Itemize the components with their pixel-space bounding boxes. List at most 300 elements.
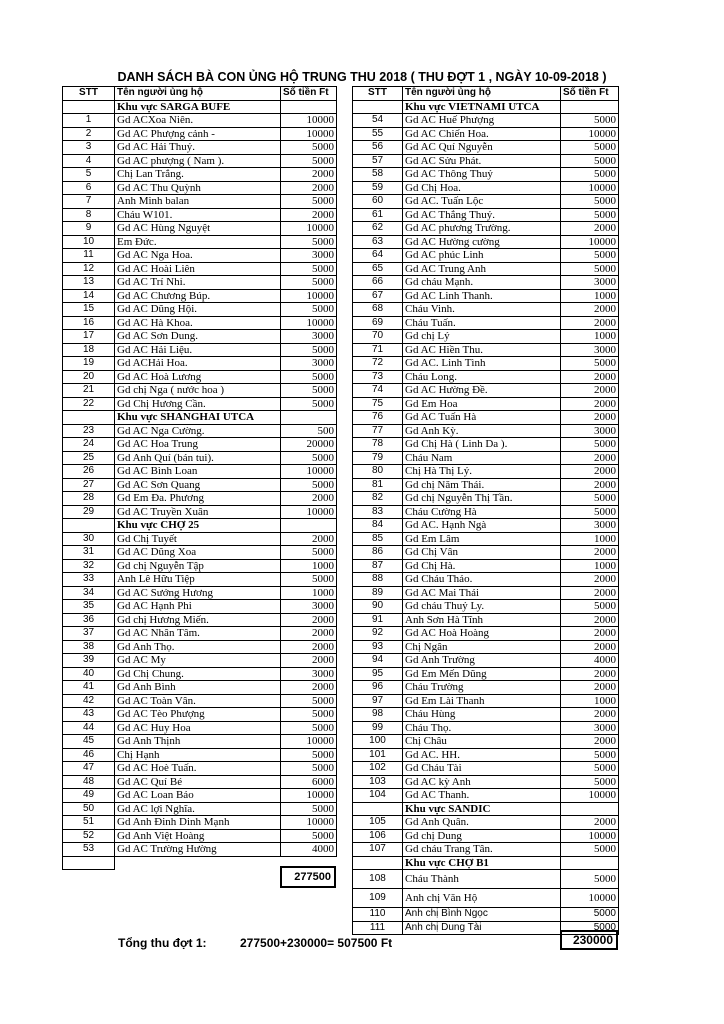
row-stt: 67 <box>353 289 403 303</box>
row-name: Gd AC Quí Bé <box>115 775 281 789</box>
row-name: Gd Anh Thọ. <box>115 640 281 654</box>
row-stt: 46 <box>63 748 115 762</box>
row-stt: 34 <box>63 586 115 600</box>
row-amount: 10000 <box>561 127 619 141</box>
row-stt: 42 <box>63 694 115 708</box>
row-amount: 5000 <box>281 721 337 735</box>
region-row <box>63 411 337 425</box>
row-name: Gd AC phượng ( Nam ). <box>115 154 281 168</box>
table-row <box>63 235 337 249</box>
table-row <box>63 262 337 276</box>
row-name: Cháu Nam <box>403 451 561 465</box>
table-row <box>63 694 337 708</box>
row-amount: 2000 <box>561 613 619 627</box>
region-row <box>63 519 337 533</box>
row-amount: 6000 <box>281 775 337 789</box>
row-name: Gd AC Dũng Hội. <box>115 303 281 317</box>
row-name: Cháu Trường <box>403 681 561 695</box>
region-name: Khu vực SHANGHAI UTCA <box>115 411 281 425</box>
row-amount: 5000 <box>281 829 337 843</box>
row-amount <box>281 100 337 114</box>
row-amount: 10000 <box>281 505 337 519</box>
row-amount: 1000 <box>561 694 619 708</box>
row-amount: 10000 <box>281 735 337 749</box>
row-name: Anh chị Dung Tài <box>403 921 561 935</box>
table-row <box>63 249 337 263</box>
row-amount: 5000 <box>281 303 337 317</box>
row-name: Gd Anh Đinh Dinh Mạnh <box>115 816 281 830</box>
table-row <box>353 181 619 195</box>
row-stt: 82 <box>353 492 403 506</box>
row-stt: 12 <box>63 262 115 276</box>
row-amount: 2000 <box>561 451 619 465</box>
row-amount: 3000 <box>281 330 337 344</box>
row-name: Gd AC Hường Đề. <box>403 384 561 398</box>
row-name: Gd Chị Vân <box>403 546 561 560</box>
row-amount: 2000 <box>281 181 337 195</box>
table-row <box>353 789 619 803</box>
row-amount: 5000 <box>561 600 619 614</box>
table-row <box>63 289 337 303</box>
table-row <box>353 343 619 357</box>
row-name: Gd AC Hoè Tuấn. <box>115 762 281 776</box>
row-amount: 5000 <box>281 451 337 465</box>
row-name: Gd Chị Chung. <box>115 667 281 681</box>
table-row <box>63 397 337 411</box>
row-name: Gd chị Nga ( nước hoa ) <box>115 384 281 398</box>
row-name: Chị Ngân <box>403 640 561 654</box>
row-name: Gd AC. Tuấn Lộc <box>403 195 561 209</box>
table-header <box>353 87 619 101</box>
row-name: Gd Anh Bình <box>115 681 281 695</box>
table-row <box>353 694 619 708</box>
row-amount: 2000 <box>561 316 619 330</box>
row-stt: 109 <box>353 889 403 908</box>
row-stt: 41 <box>63 681 115 695</box>
row-amount: 10000 <box>561 829 619 843</box>
row-amount: 5000 <box>281 195 337 209</box>
row-name: Gd Chị Hà ( Linh Da ). <box>403 438 561 452</box>
row-stt: 27 <box>63 478 115 492</box>
row-amount: 2000 <box>561 397 619 411</box>
row-stt <box>353 802 403 816</box>
table-row <box>63 195 337 209</box>
row-name: Gd AC Loan Bảo <box>115 789 281 803</box>
row-name: Gd AC Hải Liệu. <box>115 343 281 357</box>
row-stt: 14 <box>63 289 115 303</box>
row-amount: 5000 <box>561 249 619 263</box>
table-header <box>63 87 337 101</box>
row-amount: 10000 <box>281 816 337 830</box>
region-row <box>353 802 619 816</box>
row-name: Gd AC lợi Nghĩa. <box>115 802 281 816</box>
row-name: Gd AC Chương Búp. <box>115 289 281 303</box>
row-name: Chị Châu <box>403 735 561 749</box>
region-row <box>353 100 619 114</box>
row-name: Gd Anh Kỳ. <box>403 424 561 438</box>
table-row <box>353 532 619 546</box>
row-amount: 1000 <box>561 330 619 344</box>
header-stt: STT <box>63 87 115 101</box>
row-amount: 5000 <box>281 154 337 168</box>
table-row <box>63 721 337 735</box>
row-name: Gd AC Sơn Quang <box>115 478 281 492</box>
row-amount: 5000 <box>561 114 619 128</box>
row-name: Gd AC Hải Thuỷ. <box>115 141 281 155</box>
table-row <box>353 384 619 398</box>
row-stt: 53 <box>63 843 115 857</box>
row-amount: 5000 <box>281 343 337 357</box>
row-name: Chị Hà Thị Lý. <box>403 465 561 479</box>
table-row <box>63 802 337 816</box>
row-stt: 88 <box>353 573 403 587</box>
row-name: Gd AC Quí Nguyễn <box>403 141 561 155</box>
row-name: Gd AC. HH. <box>403 748 561 762</box>
row-stt: 37 <box>63 627 115 641</box>
row-name: Gd AC kỳ Anh <box>403 775 561 789</box>
row-name: Gd AC phương Trường. <box>403 222 561 236</box>
region-name: Khu vực SANDIC <box>403 802 561 816</box>
row-amount: 10000 <box>281 465 337 479</box>
row-amount: 5000 <box>281 748 337 762</box>
row-name: Gd Chị Hương Cần. <box>115 397 281 411</box>
table-row <box>353 748 619 762</box>
table-row <box>63 627 337 641</box>
row-name: Gd chị Nguyễn Tập <box>115 559 281 573</box>
table-row <box>353 627 619 641</box>
row-name: Cháu Thọ. <box>403 721 561 735</box>
region-name: Khu vực VIETNAMI UTCA <box>403 100 561 114</box>
row-amount: 5000 <box>281 370 337 384</box>
table-row <box>353 465 619 479</box>
row-name: Em Đức. <box>115 235 281 249</box>
table-row <box>353 127 619 141</box>
row-stt: 15 <box>63 303 115 317</box>
row-stt: 63 <box>353 235 403 249</box>
row-name: Gd AC Phượng cảnh - <box>115 127 281 141</box>
row-amount: 2000 <box>281 208 337 222</box>
row-name: Gd Chị Hoa. <box>403 181 561 195</box>
row-name: Gd AC Huy Hoa <box>115 721 281 735</box>
row-stt: 75 <box>353 397 403 411</box>
row-stt: 8 <box>63 208 115 222</box>
row-amount: 5000 <box>281 235 337 249</box>
row-stt: 80 <box>353 465 403 479</box>
row-amount: 2000 <box>561 222 619 236</box>
row-stt: 33 <box>63 573 115 587</box>
table-row <box>353 357 619 371</box>
row-stt: 24 <box>63 438 115 452</box>
table-row <box>63 505 337 519</box>
row-name: Anh Sơn Hà Tĩnh <box>403 613 561 627</box>
table-row <box>353 370 619 384</box>
table-row <box>353 114 619 128</box>
row-name: Gd Anh Quân. <box>403 816 561 830</box>
row-name: Gd Chị Hà. <box>403 559 561 573</box>
row-amount: 2000 <box>561 384 619 398</box>
row-stt: 86 <box>353 546 403 560</box>
row-amount: 10000 <box>561 789 619 803</box>
row-amount: 2000 <box>561 546 619 560</box>
table-row <box>63 303 337 317</box>
row-name <box>115 856 281 870</box>
row-stt: 59 <box>353 181 403 195</box>
row-stt: 55 <box>353 127 403 141</box>
row-amount: 5000 <box>561 748 619 762</box>
row-amount: 5000 <box>561 195 619 209</box>
row-name: Gd AC Hoà Lương <box>115 370 281 384</box>
table-row <box>63 573 337 587</box>
row-stt: 2 <box>63 127 115 141</box>
row-amount: 5000 <box>281 762 337 776</box>
row-name: Gd cháu Trang Tân. <box>403 843 561 857</box>
row-stt: 101 <box>353 748 403 762</box>
row-name: Gd AC Hoa Trung <box>115 438 281 452</box>
row-stt: 102 <box>353 762 403 776</box>
row-amount: 10000 <box>281 789 337 803</box>
row-stt: 29 <box>63 505 115 519</box>
row-amount: 3000 <box>561 519 619 533</box>
table-row <box>353 519 619 533</box>
table-row <box>63 114 337 128</box>
row-name: Gd AC Thắng Thuỷ. <box>403 208 561 222</box>
table-row <box>353 276 619 290</box>
row-name: Gd Em Đa. Phương <box>115 492 281 506</box>
row-name: Gd AC Hùng Nguyệt <box>115 222 281 236</box>
row-name: Gd AC Sửu Phát. <box>403 154 561 168</box>
row-amount: 5000 <box>561 208 619 222</box>
row-name: Gd AC Tuấn Hà <box>403 411 561 425</box>
row-name: Gd Em Hoa <box>403 397 561 411</box>
row-stt: 89 <box>353 586 403 600</box>
row-stt: 21 <box>63 384 115 398</box>
row-amount: 2000 <box>561 627 619 641</box>
row-stt: 71 <box>353 343 403 357</box>
row-stt: 93 <box>353 640 403 654</box>
row-name: Gd Anh Thịnh <box>115 735 281 749</box>
page-title: DANH SÁCH BÀ CON ỦNG HỘ TRUNG THU 2018 ( THU ĐỢT 1 , NGÀY 10-09-2018 ) <box>117 70 607 84</box>
row-amount: 10000 <box>561 181 619 195</box>
table-row <box>353 222 619 236</box>
row-stt: 28 <box>63 492 115 506</box>
row-amount: 5000 <box>561 168 619 182</box>
table-row <box>353 573 619 587</box>
table-row <box>353 829 619 843</box>
row-stt: 16 <box>63 316 115 330</box>
row-amount: 1000 <box>561 559 619 573</box>
row-amount: 1000 <box>561 289 619 303</box>
row-name: Gd Chị Tuyết <box>115 532 281 546</box>
row-amount: 2000 <box>561 708 619 722</box>
table-row <box>353 249 619 263</box>
row-amount: 10000 <box>281 222 337 236</box>
row-amount: 5000 <box>281 276 337 290</box>
row-amount: 5000 <box>561 908 619 922</box>
row-name: Anh chị Văn Hộ <box>403 889 561 908</box>
table-row <box>353 154 619 168</box>
table-row <box>63 276 337 290</box>
table-row <box>353 908 619 922</box>
table-row <box>63 330 337 344</box>
row-amount: 3000 <box>561 343 619 357</box>
row-amount: 2000 <box>281 640 337 654</box>
row-amount: 2000 <box>561 478 619 492</box>
table-row <box>63 640 337 654</box>
row-name: Gd AC Hoài Liên <box>115 262 281 276</box>
row-stt: 66 <box>353 276 403 290</box>
row-stt: 49 <box>63 789 115 803</box>
table-row <box>353 478 619 492</box>
row-amount: 2000 <box>561 586 619 600</box>
right-donor-table <box>352 86 619 935</box>
row-stt: 79 <box>353 451 403 465</box>
table-row <box>353 411 619 425</box>
row-amount: 5000 <box>281 708 337 722</box>
table-row <box>353 600 619 614</box>
row-name: Gd Cháu Tài <box>403 762 561 776</box>
header-name: Tên người ủng hộ <box>115 87 281 101</box>
row-amount: 2000 <box>281 681 337 695</box>
table-row <box>353 492 619 506</box>
row-name: Cháu Thành <box>403 870 561 889</box>
table-row <box>63 222 337 236</box>
row-stt: 30 <box>63 532 115 546</box>
row-amount: 2000 <box>561 667 619 681</box>
row-amount <box>281 411 337 425</box>
row-stt: 39 <box>63 654 115 668</box>
row-stt: 23 <box>63 424 115 438</box>
row-stt: 108 <box>353 870 403 889</box>
row-stt: 60 <box>353 195 403 209</box>
row-stt: 58 <box>353 168 403 182</box>
row-name: Gd AC Tèo Phượng <box>115 708 281 722</box>
table-row <box>63 492 337 506</box>
row-stt: 77 <box>353 424 403 438</box>
row-name: Cháu Cường Hà <box>403 505 561 519</box>
table-row <box>63 735 337 749</box>
row-stt: 5 <box>63 168 115 182</box>
row-stt: 70 <box>353 330 403 344</box>
grand-total-label: Tổng thu đợt 1: <box>118 936 207 950</box>
row-stt: 31 <box>63 546 115 560</box>
row-stt: 85 <box>353 532 403 546</box>
row-stt: 48 <box>63 775 115 789</box>
row-stt: 73 <box>353 370 403 384</box>
row-stt: 36 <box>63 613 115 627</box>
row-amount: 3000 <box>281 667 337 681</box>
row-name: Gd AC Nhân Tâm. <box>115 627 281 641</box>
row-stt: 6 <box>63 181 115 195</box>
row-stt: 97 <box>353 694 403 708</box>
table-row <box>353 889 619 908</box>
table-row <box>63 843 337 857</box>
row-name: Gd AC Chiến Hoa. <box>403 127 561 141</box>
row-amount: 20000 <box>281 438 337 452</box>
row-stt: 99 <box>353 721 403 735</box>
table-row <box>63 613 337 627</box>
row-amount: 10000 <box>281 316 337 330</box>
row-stt: 20 <box>63 370 115 384</box>
table-row <box>63 424 337 438</box>
row-name: Gd AC phúc Linh <box>403 249 561 263</box>
row-stt: 50 <box>63 802 115 816</box>
row-stt: 90 <box>353 600 403 614</box>
header-name: Tên người ủng hộ <box>403 87 561 101</box>
table-row <box>353 870 619 889</box>
row-amount: 2000 <box>561 573 619 587</box>
row-amount: 5000 <box>561 921 619 935</box>
row-stt <box>63 411 115 425</box>
row-name: Gd AC Bình Loan <box>115 465 281 479</box>
table-row <box>353 397 619 411</box>
row-amount: 5000 <box>561 438 619 452</box>
row-name: Chị Lan Trắng. <box>115 168 281 182</box>
table-row <box>63 181 337 195</box>
table-row <box>353 208 619 222</box>
row-amount: 5000 <box>561 154 619 168</box>
region-row <box>63 100 337 114</box>
row-amount: 5000 <box>561 262 619 276</box>
row-amount <box>561 100 619 114</box>
row-name: Gd Em Lâm <box>403 532 561 546</box>
row-name: Cháu Hùng <box>403 708 561 722</box>
row-amount: 2000 <box>561 640 619 654</box>
row-name: Gd AC Sơn Dung. <box>115 330 281 344</box>
row-stt: 103 <box>353 775 403 789</box>
table-row <box>63 532 337 546</box>
row-name: Gd chị Năm Thái. <box>403 478 561 492</box>
row-name: Gd Anh Trường <box>403 654 561 668</box>
table-row <box>63 829 337 843</box>
table-row <box>353 235 619 249</box>
row-stt: 56 <box>353 141 403 155</box>
region-name: Khu vực CHỢ B1 <box>403 856 561 870</box>
row-name: Gd AC Hường cường <box>403 235 561 249</box>
row-amount: 5000 <box>281 478 337 492</box>
table-row <box>353 505 619 519</box>
row-stt: 1 <box>63 114 115 128</box>
table-row <box>353 424 619 438</box>
row-stt: 84 <box>353 519 403 533</box>
row-stt: 64 <box>353 249 403 263</box>
row-stt: 17 <box>63 330 115 344</box>
table-row <box>353 438 619 452</box>
row-name: Gd ACXoa Niên. <box>115 114 281 128</box>
row-name: Cháu W101. <box>115 208 281 222</box>
row-stt: 4 <box>63 154 115 168</box>
row-stt: 19 <box>63 357 115 371</box>
row-name: Gd AC Sướng Hương <box>115 586 281 600</box>
row-amount: 5000 <box>281 546 337 560</box>
table-row <box>353 640 619 654</box>
row-stt: 107 <box>353 843 403 857</box>
row-name: Gd Anh Quí (bán tui). <box>115 451 281 465</box>
row-name: Gd chị Hương Miến. <box>115 613 281 627</box>
table-row <box>353 262 619 276</box>
row-name: Gd AC. Linh Tình <box>403 357 561 371</box>
row-name: Gd AC Thông Thuỷ <box>403 168 561 182</box>
row-name: Gd cháu Thuỷ Ly. <box>403 600 561 614</box>
table-row <box>63 816 337 830</box>
row-stt: 18 <box>63 343 115 357</box>
table-row <box>63 465 337 479</box>
table-row <box>63 546 337 560</box>
row-amount: 2000 <box>561 370 619 384</box>
row-amount: 2000 <box>281 532 337 546</box>
table-row <box>353 546 619 560</box>
row-amount: 3000 <box>561 424 619 438</box>
row-name: Gd AC Thanh. <box>403 789 561 803</box>
